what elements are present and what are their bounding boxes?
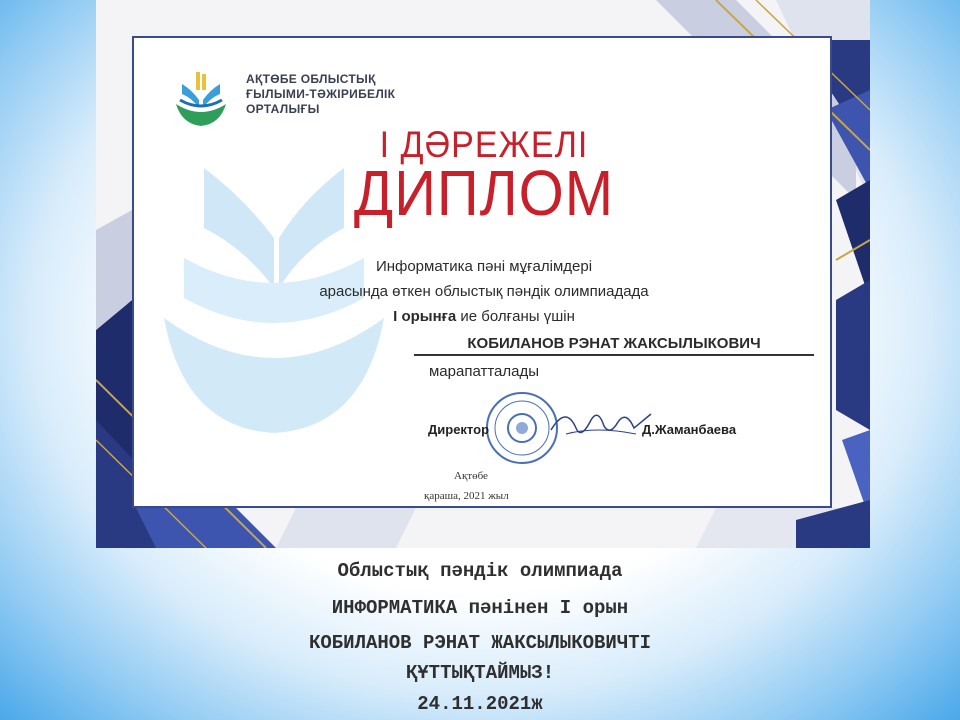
diploma-title: ДИПЛОМ [353, 157, 615, 230]
issue-date: қараша, 2021 жыл [424, 490, 509, 502]
award-line-1: Информатика пәні мұғалімдері [375, 258, 593, 275]
award-line-3 [134, 308, 834, 325]
caption-line-3: КОБИЛАНОВ РЭНАТ ЖАКСЫЛЫКОВИЧТІ [308, 632, 652, 654]
director-name: Д.Жаманбаева [642, 422, 737, 437]
org-name-line2: ҒЫЛЫМИ-ТӘЖІРИБЕЛІК [246, 87, 396, 101]
certificate-frame [132, 36, 832, 508]
issue-city: Ақтөбе [454, 470, 488, 482]
award-line-2: арасында өткен облыстық пәндік олимпиадада [319, 283, 649, 300]
diploma-degree: І ДӘРЕЖЕЛІ [379, 124, 589, 166]
caption-line-5: 24.11.2021ж [417, 693, 543, 715]
caption-line-4: ҚҰТТЫҚТАЙМЫЗ! [405, 662, 555, 684]
awarded-text: марапатталады [428, 363, 540, 380]
org-name [246, 72, 476, 117]
diploma-photo [96, 0, 870, 548]
director-label: Директор [428, 422, 490, 437]
org-name-line1: АҚТӨБЕ ОБЛЫСТЫҚ [246, 72, 376, 86]
recipient-name: КОБИЛАНОВ РЭНАТ ЖАКСЫЛЫКОВИЧ [414, 335, 814, 356]
award-reason: ие болғаны үшін [456, 308, 575, 325]
org-name-line3: ОРТАЛЫҒЫ [246, 102, 320, 116]
caption-line-1: Облыстық пәндік олимпиада [337, 560, 623, 582]
org-logo-icon [168, 64, 234, 130]
signature-icon [546, 400, 656, 446]
award-place: І орынға [393, 308, 457, 325]
caption-line-2: ИНФОРМАТИКА пәнінен І орын [331, 597, 629, 619]
